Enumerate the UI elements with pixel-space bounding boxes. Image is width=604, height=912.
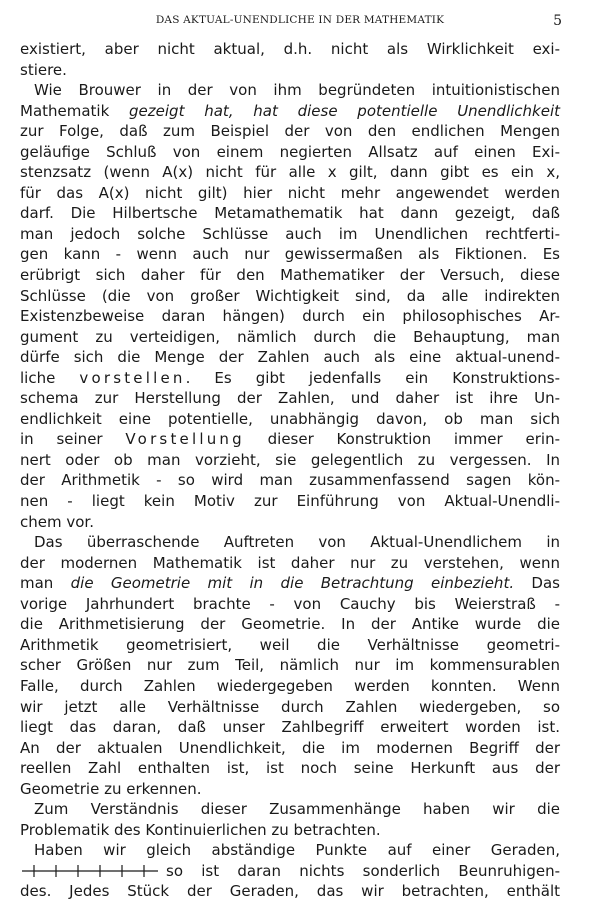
text-line: Existenzbeweise daran hängen) durch ein philosophisches Ar- [20,307,560,326]
text-line: darf. Die Hilbertsche Metamathematik hat dann gezeigt, daß [20,204,560,223]
text-line: nert oder ob man vorzieht, sie gelegentlich zu vergessen. In [20,450,560,469]
text-line: stiere. [20,60,67,79]
text-line: Schlüsse (die von großer Wichtigkeit sind, da alle indirekten [20,286,560,305]
text-line: An der aktualen Unendlichkeit, die im modernen Begriff der [20,738,560,757]
text-line: die Arithmetisierung der Geometrie. In der Antike wurde die [20,615,560,634]
spaced-emphasis: Vorstellung [125,430,245,449]
text-line: nen - liegt kein Motiv zur Einführung von Aktual-Unendli- [20,492,560,511]
text-line: geläufige Schluß von einem negierten Allsatz auf einen Exi- [20,142,560,161]
text-line: Falle, durch Zahlen wiedergegeben werden konnten. Wenn [20,676,560,695]
text-line: existiert, aber nicht aktual, d.h. nicht als Wirklichkeit exi- [20,40,560,58]
text-line: Wie Brouwer in der von ihm begründeten intuitionistischen [34,81,560,100]
text-line: Das überraschende Auftreten von Aktual-Unendlichem in [34,533,560,552]
text-line: Haben wir gleich abständige Punkte auf einer Geraden, [34,841,560,860]
text-line: wir jetzt alle Verhältnisse durch Zahlen wiedergeben, so [20,697,560,716]
text-line: gen kann - wenn auch nur gewissermaßen als Fiktionen. Es [20,245,560,264]
text-line: des. Jedes Stück der Geraden, das wir betrachten, enthält [20,882,560,901]
text-line: man die Geometrie mit in die Betrachtung einbezieht. Das [20,574,560,593]
text-line: so ist daran nichts sonderlich Beunruhigen- [20,861,560,882]
italic-phrase: gezeigt hat, hat diese potentielle Unendlichkeit [129,101,560,120]
text-line: liegt das daran, daß unser Zahlbegriff erweitert worden ist. [20,718,560,737]
text-line: chem vor. [20,512,94,531]
spaced-emphasis: vorstellen [79,368,186,387]
text-line: Geometrie zu erkennen. [20,779,202,798]
text-line: Mathematik gezeigt hat, hat diese potentielle Unendlichkeit [20,101,560,120]
text-line: erübrigt sich daher für den Mathematiker der Versuch, diese [20,266,560,285]
text-line: der Arithmetik - so wird man zusammenfassend sagen kön- [20,471,560,490]
text-line: Arithmetik geometrisiert, weil die Verhältnisse geometri- [20,635,560,654]
body-text [20,39,560,902]
text-line: man jedoch solche Schlüsse auch im Unendlichen rechtferti- [20,224,560,243]
text-line: zur Folge, daß zum Beispiel der von den endlichen Mengen [20,122,560,141]
text-line: Problematik des Kontinuierlichen zu betrachten. [20,820,381,839]
text-line: in seiner Vorstellung dieser Konstruktion immer erin- [20,430,560,449]
text-line: dürfe sich die Menge der Zahlen auch als eine aktual-unend- [20,348,560,367]
text-line: für das A(x) nicht gilt) hier nicht mehr angewendet werden [20,183,560,202]
text-line: der modernen Mathematik ist daher nur zu verstehen, wenn [20,553,560,572]
text-line: liche vorstellen. Es gibt jedenfalls ein Konstruktions- [20,368,560,387]
running-header: DAS AKTUAL-UNENDLICHE IN DER MATHEMATIK [155,14,445,26]
page-number: 5 [553,13,562,29]
italic-phrase: die Geometrie mit in die Betrachtung einbezieht. [70,574,515,593]
text-line: Zum Verständnis dieser Zusammenhänge haben wir die [34,800,560,819]
text-line: gument zu verteidigen, nämlich durch die Behauptung, man [20,327,560,346]
equidistant-points-figure [20,864,160,878]
text-line: schema zur Herstellung der Zahlen, und daher ist ihre Un- [20,389,560,408]
text-line: reellen Zahl enthalten ist, ist noch seine Herkunft aus der [20,759,560,778]
text-line: stenzsatz (wenn A(x) nicht für alle x gilt, dann gibt es ein x, [20,163,560,182]
text-line: endlichkeit eine potentielle, unabhängig davon, ob man sich [20,409,560,428]
text-line: vorige Jahrhundert brachte - von Cauchy bis Weierstraß - [20,594,560,613]
text-line: scher Größen nur zum Teil, nämlich nur im kommensurablen [20,656,560,675]
